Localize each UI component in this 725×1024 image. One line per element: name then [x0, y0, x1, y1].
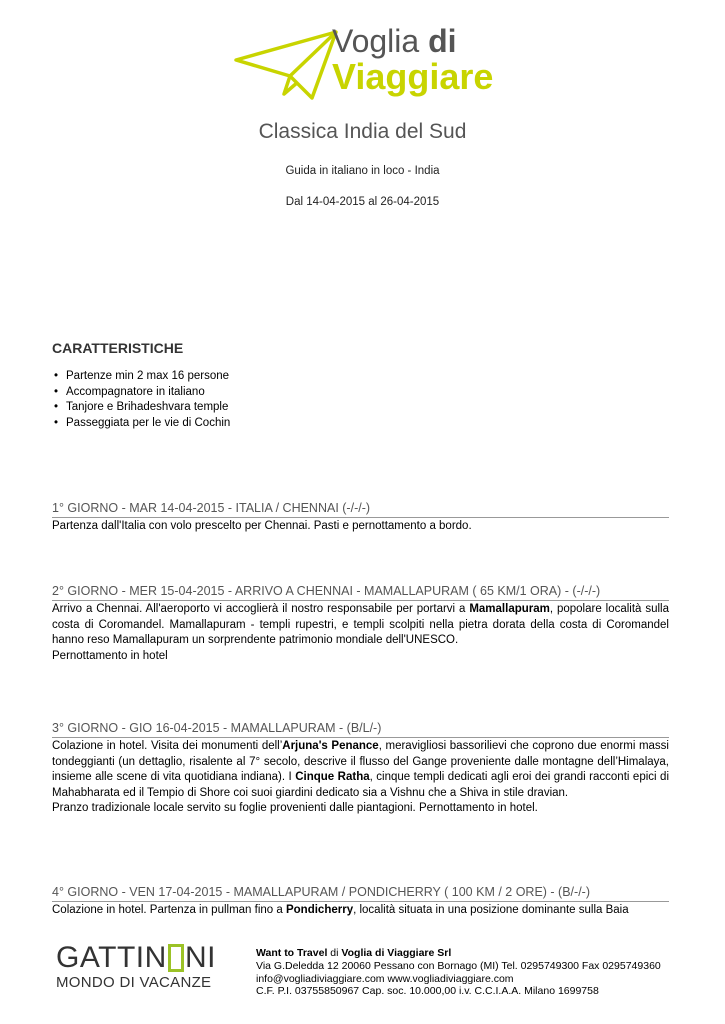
day-paragraph: Pranzo tradizionale locale servito su foglie provenienti dalle piantagioni. Pernottamento in hotel. — [52, 802, 538, 814]
company-contacts: info@vogliadiviaggiare.com www.vogliadiviaggiare.com — [256, 972, 514, 985]
company-name: Want to Travel di Voglia di Viaggiare Srl — [256, 947, 452, 959]
dates-line: Dal 14-04-2015 al 26-04-2015 — [285, 196, 440, 208]
day-section-2 — [52, 583, 669, 664]
day-body — [52, 903, 669, 919]
day-section-3 — [52, 720, 669, 817]
list-item: • Accompagnatore in italiano — [52, 385, 230, 401]
day-section-1 — [52, 500, 669, 535]
logo-square-icon — [168, 944, 184, 972]
day-body — [52, 739, 669, 817]
day-paragraph: Arrivo a Chennai. All'aeroporto vi accoglierà il nostro responsabile per portarvi a Mamallapuram, popolare località sulla costa di Coromandel. Mamallapuram - templi rupestri, e templi scolpiti nella pietra dorata della costa di Coromandel hanno reso Mamallapuram un sorprendente patrimonio mondiale dell'UNESCO. — [52, 603, 669, 646]
list-item: • Partenze min 2 max 16 persone — [52, 369, 230, 385]
day-body — [52, 602, 669, 664]
day-paragraph: Colazione in hotel. Partenza in pullman fino a Pondicherry, località situata in una posizione dominante sulla Baia — [52, 904, 629, 916]
company-address: Via G.Deledda 12 20060 Pessano con Bornago (MI) Tel. 0295749300 Fax 0295749360 — [256, 959, 661, 972]
company-registration: C.F. P.I. 03755850967 Cap. soc. 10.000,00 i.v. C.C.I.A.A. Milano 1699758 — [256, 985, 599, 998]
brand-line1: Voglia di — [332, 23, 457, 59]
list-item: • Tanjore e Brihadeshvara temple — [52, 400, 230, 416]
list-item: • Passeggiata per le vie di Cochin — [52, 416, 230, 432]
features-heading: CARATTERISTICHE — [52, 340, 184, 356]
brand-line2: Viaggiare — [332, 56, 494, 97]
brand-logo — [232, 20, 500, 104]
day-body — [52, 519, 669, 535]
features-list — [52, 369, 230, 431]
day-heading: 2° GIORNO - MER 15-04-2015 - ARRIVO A CHENNAI - MAMALLAPURAM ( 65 KM/1 ORA) - (-/-/-) — [52, 583, 669, 601]
day-paragraph: Colazione in hotel. Visita dei monumenti dell’Arjuna's Penance, meravigliosi bassorilievi che coprono due enormi massi tondeggianti (un dettaglio, risalente al 7° secolo, descrive il flusso del Gange proveniente dalle montagne dell’Himalaya, insieme alle scene di vita quotidiana indiana). I Cinque Ratha, cinque templi dedicati agli eroi dei grandi racconti epici di Mahabharata ed il Tempio di Shore coi suoi giardini dedicato sia a Vishnu che a Shiva in stile dravian. — [52, 740, 669, 799]
day-paragraph: Pernottamento in hotel — [52, 649, 168, 662]
day-section-4 — [52, 884, 669, 919]
day-heading: 1° GIORNO - MAR 14-04-2015 - ITALIA / CHENNAI (-/-/-) — [52, 500, 669, 518]
logo-subtitle: MONDO DI VACANZE — [56, 974, 212, 991]
day-heading: 3° GIORNO - GIO 16-04-2015 - MAMALLAPURAM - (B/L/-) — [52, 720, 669, 738]
company-info — [256, 947, 661, 998]
page-title: Classica India del Sud — [258, 120, 467, 143]
day-paragraph: Partenza dall'Italia con volo prescelto per Chennai. Pasti e pernottamento a bordo. — [52, 520, 472, 532]
day-heading: 4° GIORNO - VEN 17-04-2015 - MAMALLAPURAM / PONDICHERRY ( 100 KM / 2 ORE) - (B/-/-) — [52, 884, 669, 902]
gattinoni-logo: GATTIN NI MONDO DI VACANZE — [56, 941, 216, 991]
guide-line: Guida in italiano in loco - India — [285, 165, 440, 177]
